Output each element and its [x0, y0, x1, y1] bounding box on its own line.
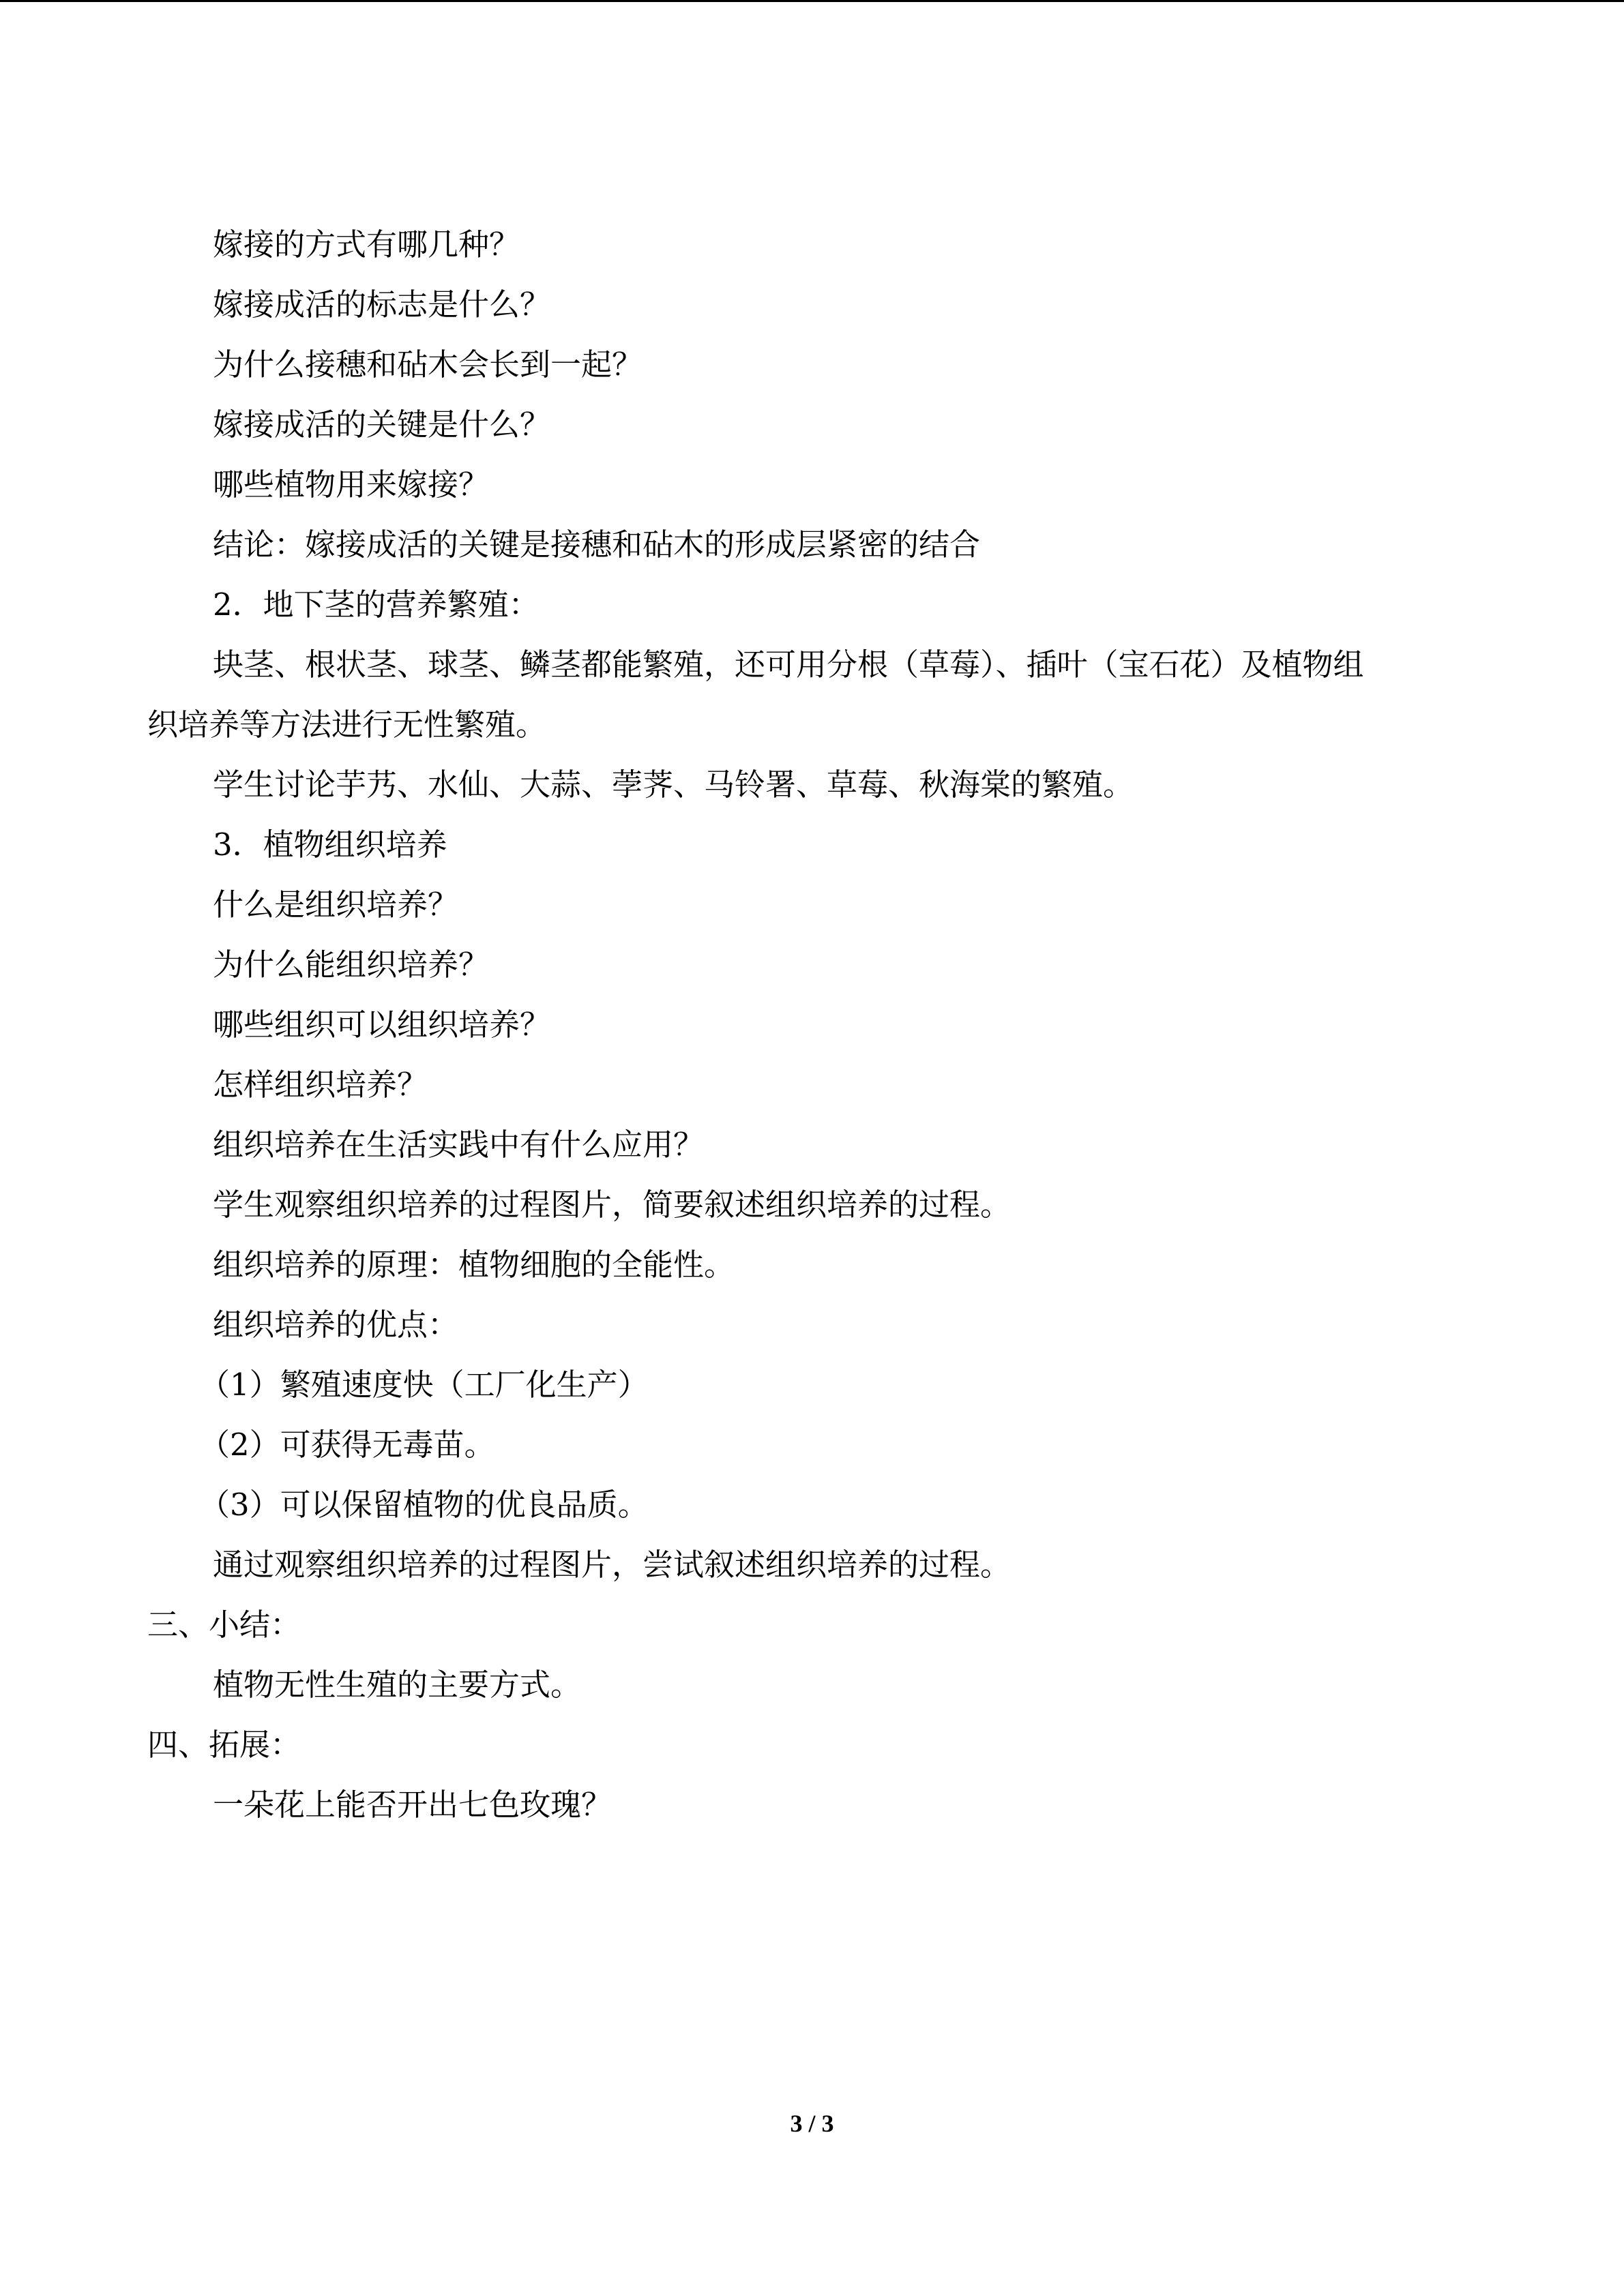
paragraph: 哪些组织可以组织培养？: [213, 1007, 551, 1043]
document-body: [147, 215, 1471, 1835]
paragraph: 通过观察组织培养的过程图片，尝试叙述组织培养的过程。: [213, 1547, 1012, 1583]
paragraph: 什么是组织培养？: [213, 886, 459, 923]
paragraph: 为什么能组织培养？: [213, 946, 490, 983]
paragraph: 组织培养的优点：: [213, 1307, 459, 1343]
list-item: （3）可以保留植物的优良品质。: [199, 1487, 649, 1523]
conclusion-paragraph: 结论：嫁接成活的关键是接穗和砧木的形成层紧密的结合: [213, 526, 981, 563]
paragraph: 学生观察组织培养的过程图片，简要叙述组织培养的过程。: [213, 1187, 1012, 1223]
paragraph: 一朵花上能否开出七色玫瑰？: [213, 1787, 612, 1823]
paragraph: 嫁接成活的关键是什么？: [213, 406, 551, 443]
paragraph-continuation: 织培养等方法进行无性繁殖。: [147, 706, 547, 743]
list-item: （2）可获得无毒苗。: [199, 1427, 495, 1463]
page-number: 3 / 3: [790, 2110, 834, 2137]
section-heading: 三、小结：: [147, 1607, 301, 1643]
paragraph: 怎样组织培养？: [213, 1067, 428, 1103]
section-heading: 四、拓展：: [147, 1727, 301, 1763]
paragraph: 块茎、根状茎、球茎、鳞茎都能繁殖，还可用分根（草莓）、插叶（宝石花）及植物组: [213, 646, 1364, 683]
section-heading: 3．植物组织培养: [213, 826, 447, 863]
paragraph: 组织培养在生活实践中有什么应用？: [213, 1127, 705, 1163]
section-heading: 2．地下茎的营养繁殖：: [213, 586, 540, 623]
paragraph: 哪些植物用来嫁接？: [213, 466, 490, 503]
paragraph: 嫁接成活的标志是什么？: [213, 286, 551, 323]
paragraph: 嫁接的方式有哪几种？: [213, 226, 520, 263]
paragraph: 为什么接穗和砧木会长到一起？: [213, 346, 643, 383]
paragraph: 学生讨论芋艿、水仙、大蒜、荸荠、马铃署、草莓、秋海棠的繁殖。: [213, 766, 1134, 803]
paragraph: 组织培养的原理：植物细胞的全能性。: [213, 1247, 735, 1283]
list-item: （1）繁殖速度快（工厂化生产）: [199, 1367, 649, 1403]
paragraph: 植物无性生殖的主要方式。: [213, 1667, 582, 1703]
